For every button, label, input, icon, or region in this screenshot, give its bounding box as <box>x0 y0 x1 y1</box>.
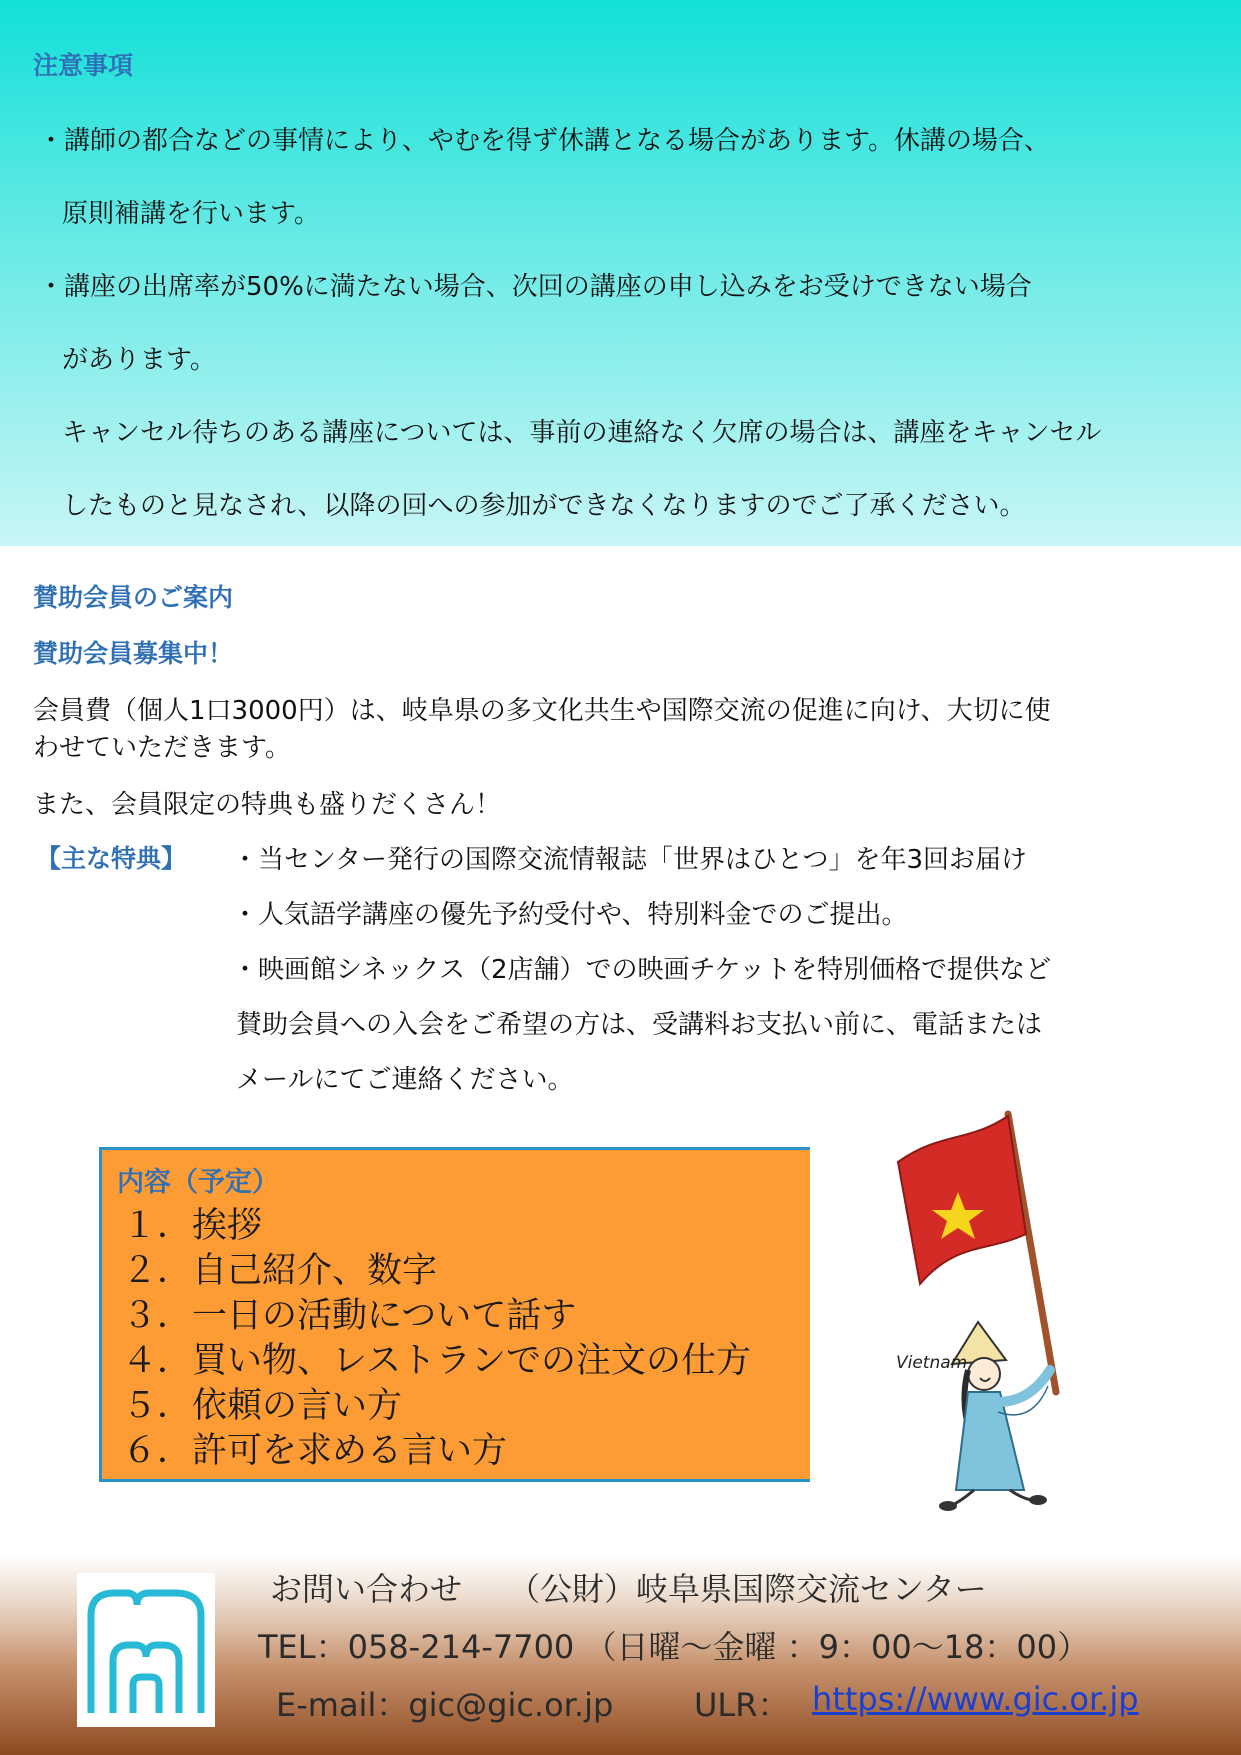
notice-line: ・講座の出席率が50%に満たない場合、次回の講座の申し込みをお受けできない場合 <box>38 272 1032 302</box>
contents-item: ４．買い物、レストランでの注文の仕方 <box>122 1341 751 1381</box>
organization-name: （公財）岐阜県国際交流センター <box>508 1570 987 1608</box>
contents-item: ６．許可を求める言い方 <box>122 1431 508 1471</box>
contents-box <box>99 1147 853 1482</box>
contents-item: ５．依頼の言い方 <box>122 1386 403 1426</box>
benefit-item: ・映画館シネックス（2店舗）での映画チケットを特別価格で提供など <box>232 955 1052 985</box>
telephone: TEL：058-214-7700 （日曜～金曜 ：9：00～18：00） <box>258 1628 1090 1666</box>
contents-item: ２．自己紹介、数字 <box>122 1251 438 1291</box>
fee-line: 会員費（個人1口3000円）は、岐阜県の多文化共生や国際交流の促進に向け、大切に使 <box>33 696 1051 726</box>
join-line: メールにてご連絡ください。 <box>236 1065 574 1095</box>
notice-section <box>0 0 1241 546</box>
vietnam-illustration <box>810 1102 1150 1512</box>
notice-line: があります。 <box>62 345 216 375</box>
benefits-label: 【主な特典】 <box>36 844 187 873</box>
notice-line: ・講師の都合などの事情により、やむを得ず休講となる場合があります。休講の場合、 <box>38 126 1050 156</box>
join-line: 賛助会員への入会をご希望の方は、受講料お支払い前に、電話または <box>236 1010 1043 1040</box>
vietnam-girl-flag-icon <box>810 1102 1150 1512</box>
website-link[interactable]: https://www.gic.or.jp <box>812 1680 1139 1718</box>
contents-item: ３．一日の活動について話す <box>122 1296 577 1336</box>
notice-line: したものと見なされ、以降の回への参加ができなくなりますのでご了承ください。 <box>62 491 1026 521</box>
benefit-item: ・当センター発行の国際交流情報誌「世界はひとつ」を年3回お届け <box>232 845 1027 875</box>
benefit-item: ・人気語学講座の優先予約受付や、特別料金でのご提出。 <box>232 900 908 930</box>
fee-line: わせていただきます。 <box>33 733 291 763</box>
contents-title: 内容（予定） <box>117 1167 279 1198</box>
notice-title: 注意事項 <box>33 51 134 80</box>
notice-line: キャンセル待ちのある講座については、事前の連絡なく欠席の場合は、講座をキャンセル <box>62 418 1102 448</box>
membership-heading: 賛助会員のご案内 <box>33 583 234 612</box>
url-label: ULR： <box>694 1686 790 1724</box>
email: E-mail：gic@gic.or.jp <box>276 1686 614 1724</box>
logo <box>77 1573 215 1727</box>
contents-item: １．挨拶 <box>122 1206 263 1246</box>
inquiry-label: お問い合わせ <box>270 1570 463 1608</box>
center-logo-icon <box>77 1573 215 1727</box>
vietnam-label: Vietnam <box>896 1353 968 1373</box>
notice-line: 原則補講を行います。 <box>62 199 320 229</box>
bonus-line: また、会員限定の特典も盛りだくさん！ <box>33 790 502 820</box>
membership-subheading: 賛助会員募集中！ <box>33 639 234 668</box>
